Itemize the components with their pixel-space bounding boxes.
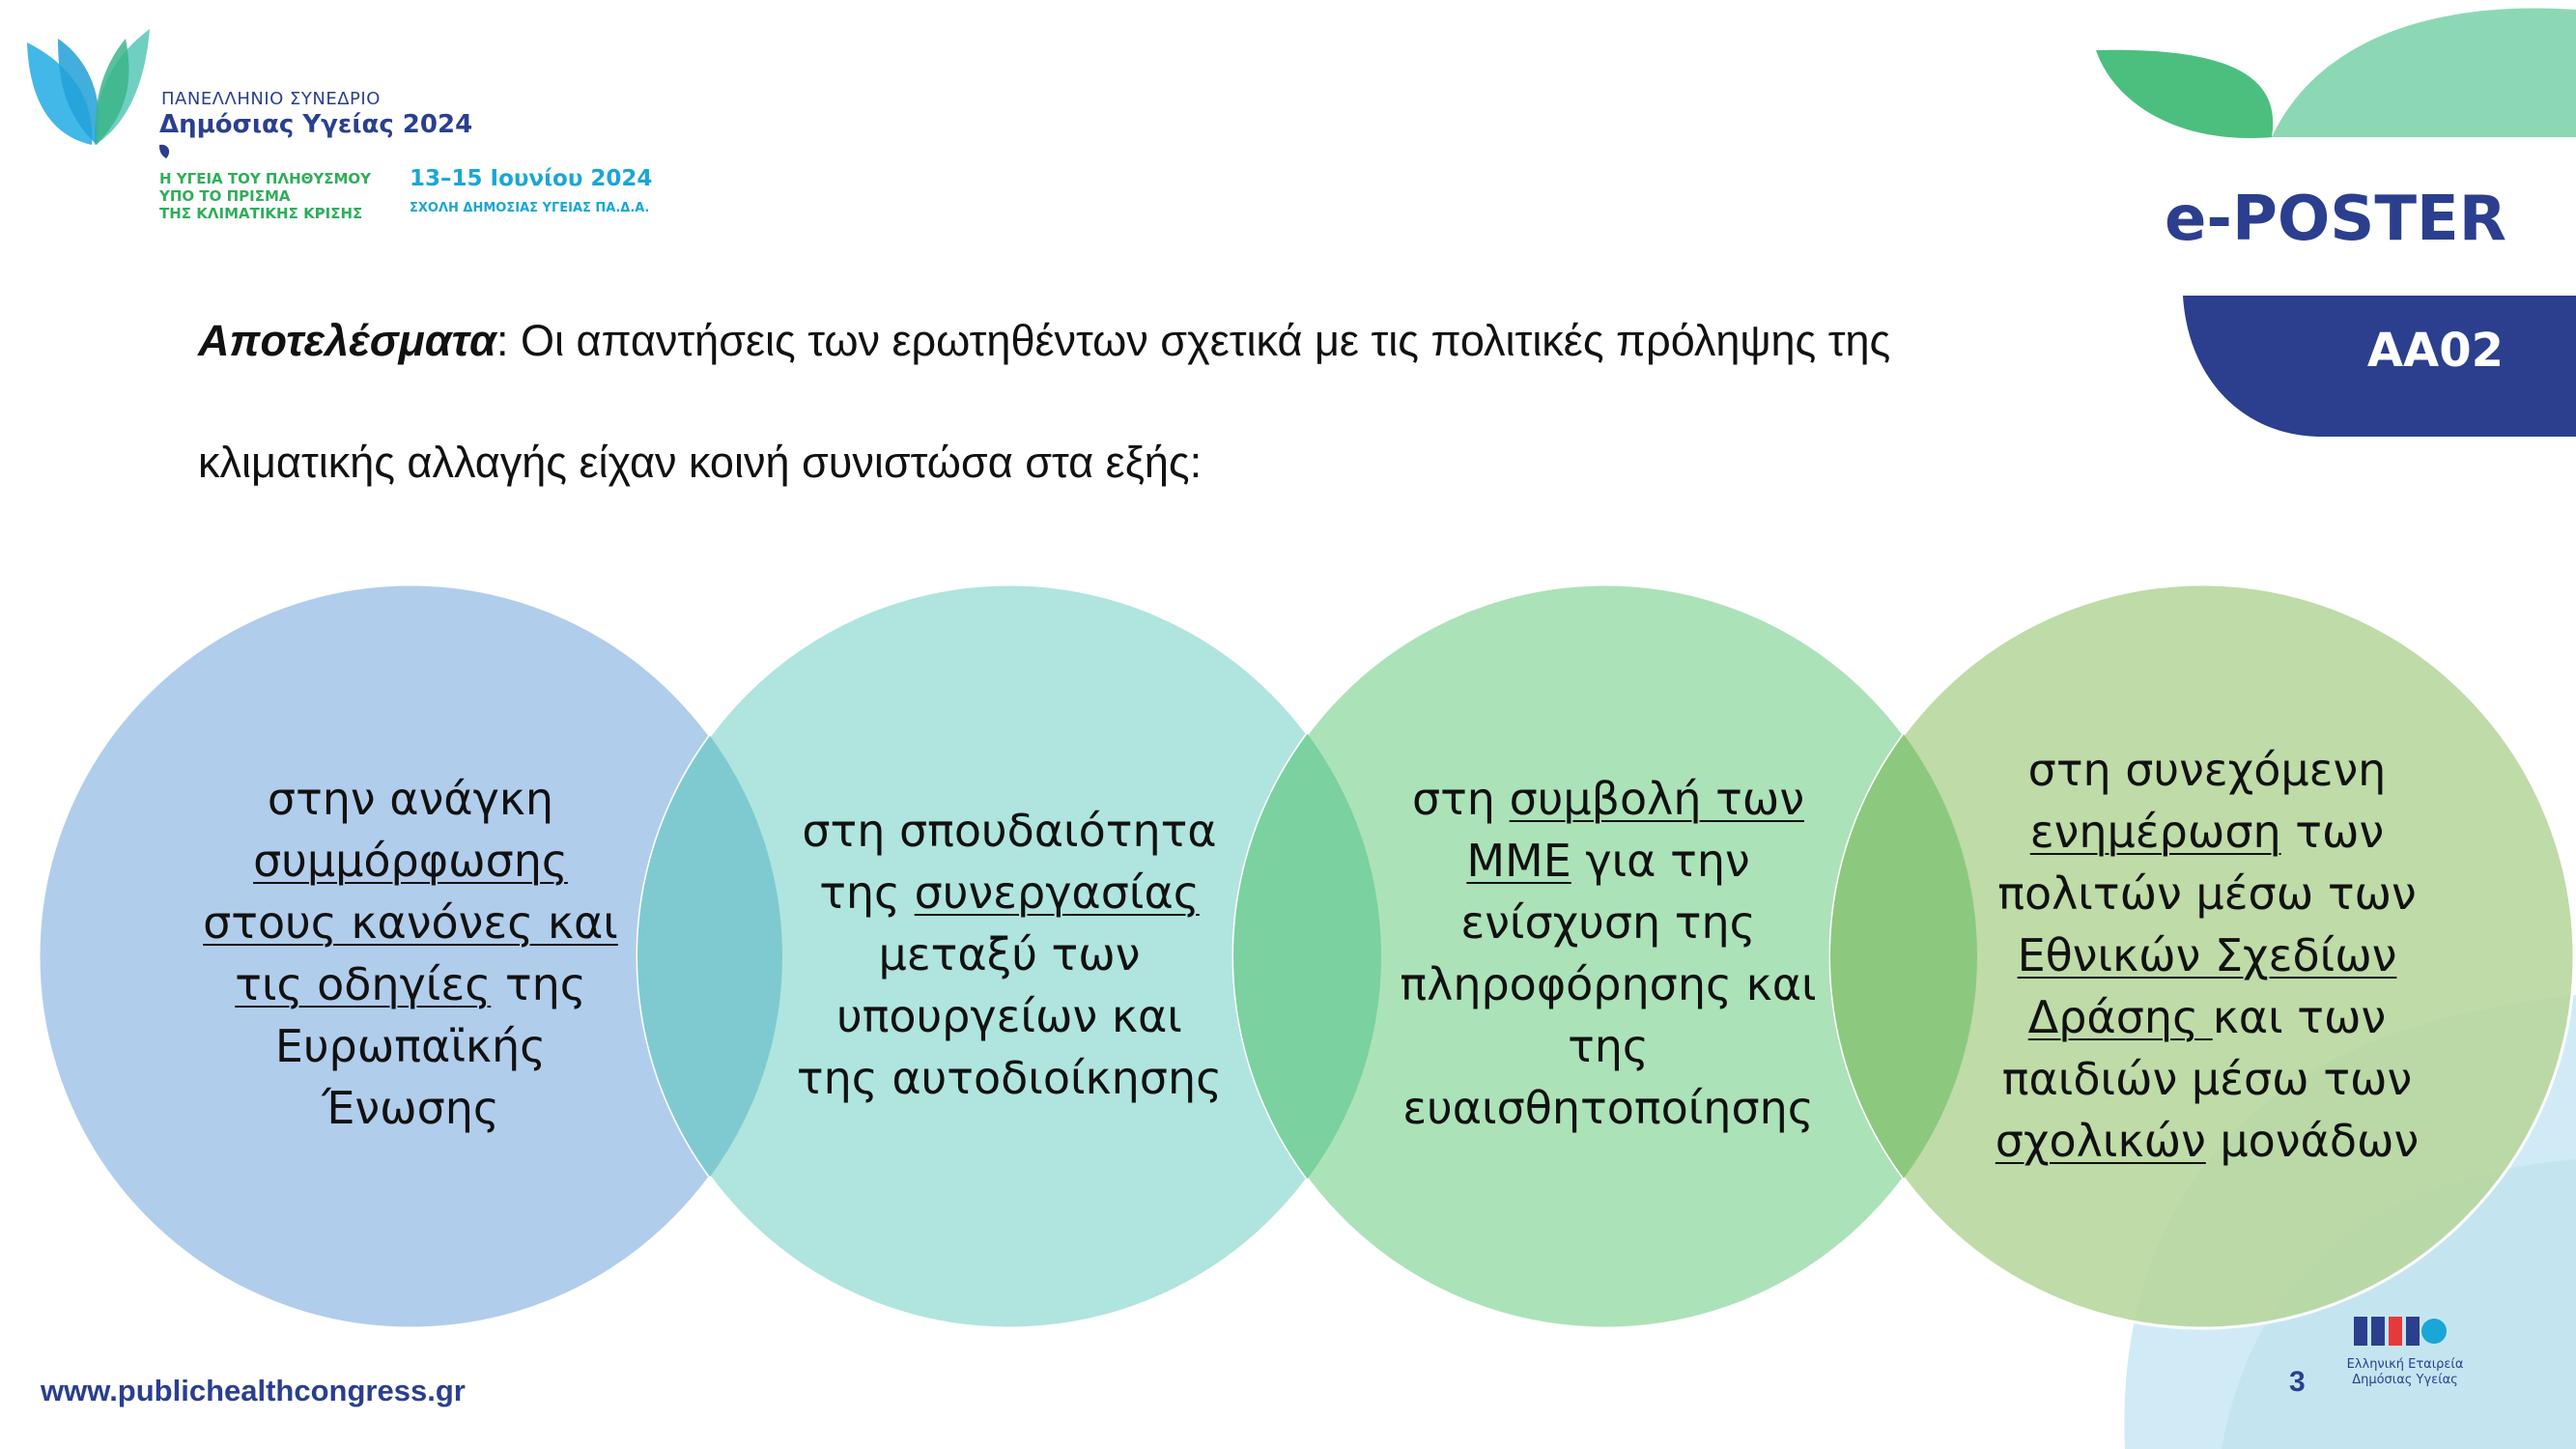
circle-text-part: και των [2212,991,2387,1043]
results-text-line1: : Οι απαντήσεις των ερωτηθέντων σχετικά με τις πολιτικές πρόληψης της [495,316,1891,365]
congress-name: Δημόσιας Υγείας 2024 [159,110,473,139]
eposter-label: e-POSTER [2164,184,2506,255]
congress-venue: ΣΧΟΛΗ ΔΗΜΟΣΙΑΣ ΥΓΕΙΑΣ ΠΑ.Δ.Α. [410,201,650,215]
circle-text-part: μονάδων [2205,1115,2420,1167]
circle-text-part: παιδιών μέσω των [2001,1053,2413,1105]
circle-text-part: στη [1411,773,1510,825]
circle-text-part: Ένωσης [322,1082,499,1134]
subtitle-line: Η ΥΓΕΙΑ ΤΟΥ ΠΛΗΘΥΣΜΟΥ [159,170,372,187]
circle-text-part: στη συνεχόμενη [2027,744,2387,796]
circle-text-part: συμβολή των [1509,773,1805,825]
circle-text-part: στην ανάγκη [267,773,554,825]
congress-label: ΠΑΝΕΛΛΗΝΙΟ ΣΥΝΕΔΡΙΟ [161,89,381,109]
results-paragraph [198,280,2130,524]
circle-text-part: ευαισθητοποίησης [1402,1082,1814,1134]
circle-text-part: πληροφόρησης και [1400,958,1817,1010]
circle-text-part: τις οδηγίες [235,958,492,1010]
circle-text-part: συμμόρφωσης [253,835,568,887]
circle-text-part: πολιτών μέσω των [1997,867,2417,920]
circle-text-part: Δράσης [2027,991,2213,1043]
poster-code: AA02 [2366,324,2504,378]
circle-text-part: της [1568,1020,1649,1072]
congress-logo-icon [27,29,169,158]
circle-text-1 [193,768,628,1139]
website-link[interactable]: www.publichealthcongress.gr [41,1374,466,1407]
congress-dates: 13–15 Ιουνίου 2024 [410,166,653,191]
circle-text-4 [1961,739,2453,1172]
circle-text-part: των [2280,806,2385,858]
circle-text-part: σχολικών [1995,1115,2206,1167]
circle-text-part: Ευρωπαϊκής [274,1020,547,1072]
subtitle-line: ΥΠΟ ΤΟ ΠΡΙΣΜΑ [159,187,291,205]
results-label: Αποτελέσματα [198,316,496,365]
circle-text-part: για την [1571,835,1750,887]
circle-text-part: στη σπουδαιότητα [802,805,1217,857]
circle-text-part: της [491,958,586,1010]
circle-text-3 [1362,768,1854,1139]
circle-text-2 [763,800,1256,1109]
results-text-line2: κλιματικής αλλαγής είχαν κοινή συνιστώσα στα εξής: [198,438,1203,487]
circle-text-part: της αυτοδιοίκησης [796,1052,1223,1104]
leaf-decoration-light [2272,9,2576,137]
circle-text-part: ενημέρωση [2029,806,2281,858]
subtitle-line: ΤΗΣ ΚΛΙΜΑΤΙΚΗΣ ΚΡΙΣΗΣ [159,205,363,222]
circle-text-part: στους κανόνες και [203,896,618,949]
society-name: Ελληνική Εταιρεία Δημόσιας Υγείας [2346,1357,2464,1387]
circle-text-part: συνεργασίας [914,867,1200,919]
circle-text-part: υπουργείων και [836,990,1182,1042]
page-number: 3 [2289,1366,2306,1398]
circle-text-part: ενίσχυση της [1460,896,1756,949]
leaf-decoration-dark [2096,50,2273,138]
circle-text-part: ΜΜΕ [1466,835,1571,887]
congress-subtitle [159,170,371,222]
circle-text-part: της [819,867,915,919]
circle-text-part: Εθνικών Σχεδίων [2017,929,2397,981]
circle-text-part: μεταξύ των [878,928,1141,980]
